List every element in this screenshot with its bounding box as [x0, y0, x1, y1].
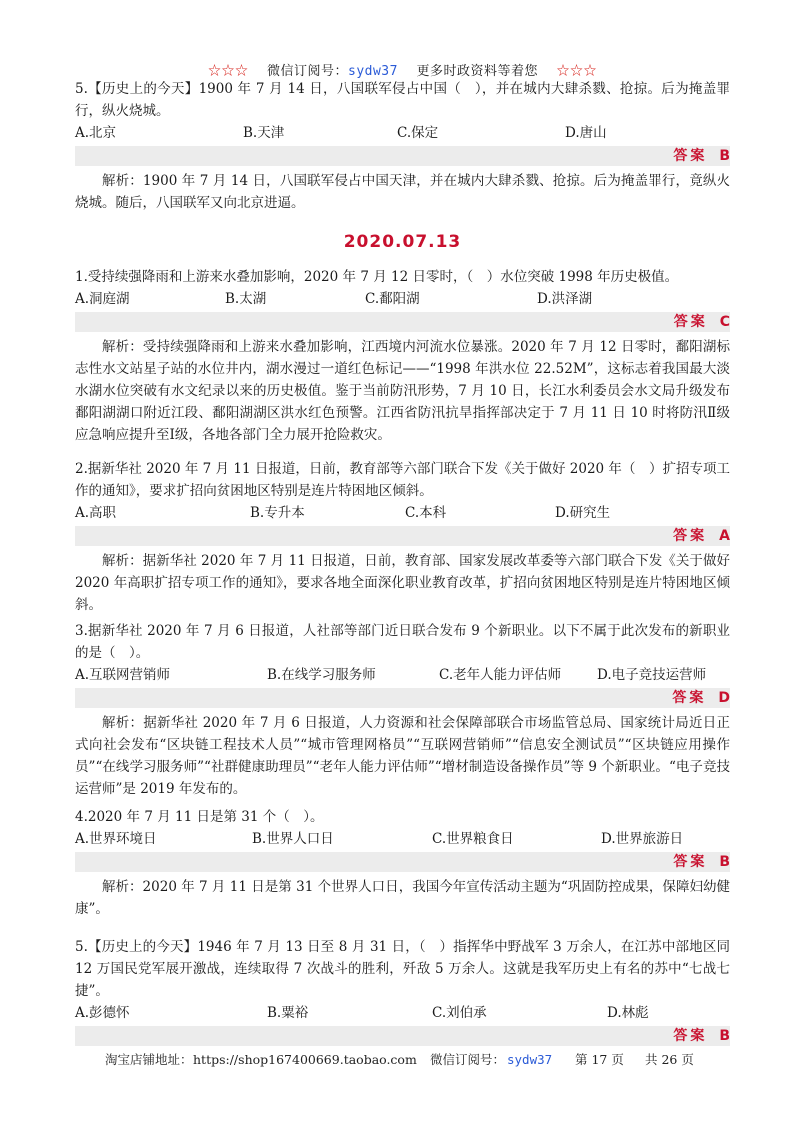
question-text: 2.据新华社 2020 年 7 月 11 日报道，日前，教育部等六部门联合下发《关于做好 2020 年（ ）扩招专项工作的通知》，要求扩招向贫困地区特别是连片特困地区倾斜。 [75, 461, 730, 499]
options-row [75, 502, 730, 524]
option-b: B.太湖 [225, 291, 267, 307]
option-d: D.世界旅游日 [601, 831, 684, 847]
answer-label: 答案 [673, 1028, 708, 1044]
header-account: sydw37 [348, 64, 398, 79]
question-text: 5.【历史上的今天】1946 年 7 月 13 日至 8 月 31 日，（ ）指挥华中野战军 3 万余人，在江苏中部地区同 12 万国民党军展开激战，连续取得 7 次战斗的胜利，歼敌 5 万余人。这就是我军历史上有名的苏中“七战七捷”。 [75, 939, 730, 999]
options-row [75, 1002, 730, 1024]
option-a: A.彭德怀 [75, 1005, 130, 1021]
answer-bar [75, 688, 730, 708]
question-text: 1.受持续强降雨和上游来水叠加影响，2020 年 7 月 12 日零时，（ ）水位突破 1998 年历史极值。 [75, 269, 679, 285]
option-c: C.世界粮食日 [432, 831, 514, 847]
option-b: B.天津 [243, 125, 285, 141]
answer-value: B [719, 148, 730, 164]
footer-shop-url[interactable]: https://shop167400669.taobao.com [193, 1052, 417, 1067]
option-b: B.世界人口日 [252, 831, 334, 847]
question-block-1 [75, 266, 730, 446]
options-row [75, 122, 730, 144]
option-a: A.互联网营销师 [75, 667, 171, 683]
explanation-text: 解析：1900 年 7 月 14 日，八国联军侵占中国天津，并在城内大肆杀戮、抢掠。后为掩盖罪行，竟纵火烧城。随后，八国联军又向北京进逼。 [75, 173, 730, 211]
answer-value: D [718, 690, 730, 706]
options-row [75, 288, 730, 310]
answer-label: 答案 [673, 314, 708, 330]
options-row [75, 664, 730, 686]
option-a: A.洞庭湖 [75, 291, 130, 307]
option-c: C.刘伯承 [432, 1005, 487, 1021]
question-block-5 [75, 936, 730, 1046]
answer-label: 答案 [673, 148, 708, 164]
footer-page-number: 第 17 页 [575, 1052, 624, 1067]
footer-total-pages: 共 26 页 [645, 1052, 694, 1067]
options-row [75, 828, 730, 850]
option-c: C.本科 [405, 505, 447, 521]
option-b: B.粟裕 [267, 1005, 309, 1021]
footer-wechat-label: 微信订阅号： [430, 1052, 506, 1067]
question-text: 3.据新华社 2020 年 7 月 6 日报道，人社部等部门近日联合发布 9 个新职业。以下不属于此次发布的新职业的是（ ）。 [75, 623, 730, 661]
explanation-text: 解析：受持续强降雨和上游来水叠加影响，江西境内河流水位暴涨。2020 年 7 月 12 日零时，鄱阳湖标志性水文站星子站的水位井内，湖水漫过一道红色标记——“1998 年洪水位 22.52M”，这标志着我国最大淡水湖水位突破有水文纪录以来的历史极值。鉴于当前防汛形势，7 月 10 日，长江水利委员会水文局升级发布鄱阳湖湖口附近江段、鄱阳湖湖区洪水红色预警。江西省防汛抗旱指挥部决定于 7 月 11 日 10 时将防汛Ⅱ级应急响应提升至Ⅰ级，各地各部门全力展开抢险救灾。 [75, 339, 730, 443]
option-d: D.林彪 [607, 1005, 649, 1021]
question-block-top [75, 78, 730, 214]
option-d: D.研究生 [555, 505, 611, 521]
header-slogan: 更多时政资料等着您 [416, 64, 539, 79]
explanation-text: 解析：2020 年 7 月 11 日是第 31 个世界人口日，我国今年宣传活动主题为“巩固防控成果，保障妇幼健康”。 [75, 879, 730, 917]
page-header [75, 60, 730, 79]
answer-label: 答案 [673, 854, 708, 870]
option-a: A.北京 [75, 125, 117, 141]
answer-bar [75, 312, 730, 332]
option-b: B.在线学习服务师 [267, 667, 376, 683]
question-block-4 [75, 806, 730, 920]
option-a: A.高职 [75, 505, 117, 521]
header-label: 微信订阅号： [266, 64, 348, 79]
header-stars-right: ☆☆☆ [556, 64, 598, 79]
question-text: 5.【历史上的今天】1900 年 7 月 14 日，八国联军侵占中国（ ），并在城内大肆杀戮、抢掠。后为掩盖罪行，纵火烧城。 [75, 81, 730, 119]
date-title: 2020.07.13 [343, 232, 462, 252]
option-d: D.唐山 [565, 125, 607, 141]
footer-shop-label: 淘宝店铺地址： [105, 1052, 193, 1067]
question-text: 4.2020 年 7 月 11 日是第 31 个（ ）。 [75, 809, 324, 825]
answer-value: B [719, 1028, 730, 1044]
question-block-3 [75, 620, 730, 800]
explanation-text: 解析：据新华社 2020 年 7 月 11 日报道，日前，教育部、国家发展改革委等六部门联合下发《关于做好 2020 年高职扩招专项工作的通知》，要求各地全面深化职业教育改革，扩招向贫困地区特别是连片特困地区倾斜。 [75, 553, 730, 613]
option-d: D.电子竞技运营师 [597, 667, 707, 683]
answer-bar [75, 526, 730, 546]
option-a: A.世界环境日 [75, 831, 157, 847]
footer-wechat-account: sydw37 [507, 1052, 553, 1067]
option-c: C.保定 [397, 125, 439, 141]
option-c: C.老年人能力评估师 [439, 667, 562, 683]
answer-value: A [719, 528, 730, 544]
option-d: D.洪泽湖 [537, 291, 593, 307]
answer-value: B [719, 854, 730, 870]
answer-value: C [719, 314, 730, 330]
answer-bar [75, 852, 730, 872]
option-c: C.鄱阳湖 [365, 291, 420, 307]
answer-label: 答案 [672, 690, 707, 706]
page-footer [75, 1050, 730, 1070]
option-b: B.专升本 [250, 505, 305, 521]
header-stars-left: ☆☆☆ [207, 64, 249, 79]
answer-bar [75, 1026, 730, 1046]
answer-bar [75, 146, 730, 166]
explanation-text: 解析：据新华社 2020 年 7 月 6 日报道，人力资源和社会保障部联合市场监管总局、国家统计局近日正式向社会发布“区块链工程技术人员”“城市管理网格员”“互联网营销师”“信息安全测试员”“区块链应用操作员”“在线学习服务师”“社群健康助理员”“老年人能力评估师”“增材制造设备操作员”等 9 个新职业。“电子竞技运营师”是 2019 年发布的。 [75, 715, 730, 797]
answer-label: 答案 [673, 528, 708, 544]
question-block-2 [75, 458, 730, 616]
